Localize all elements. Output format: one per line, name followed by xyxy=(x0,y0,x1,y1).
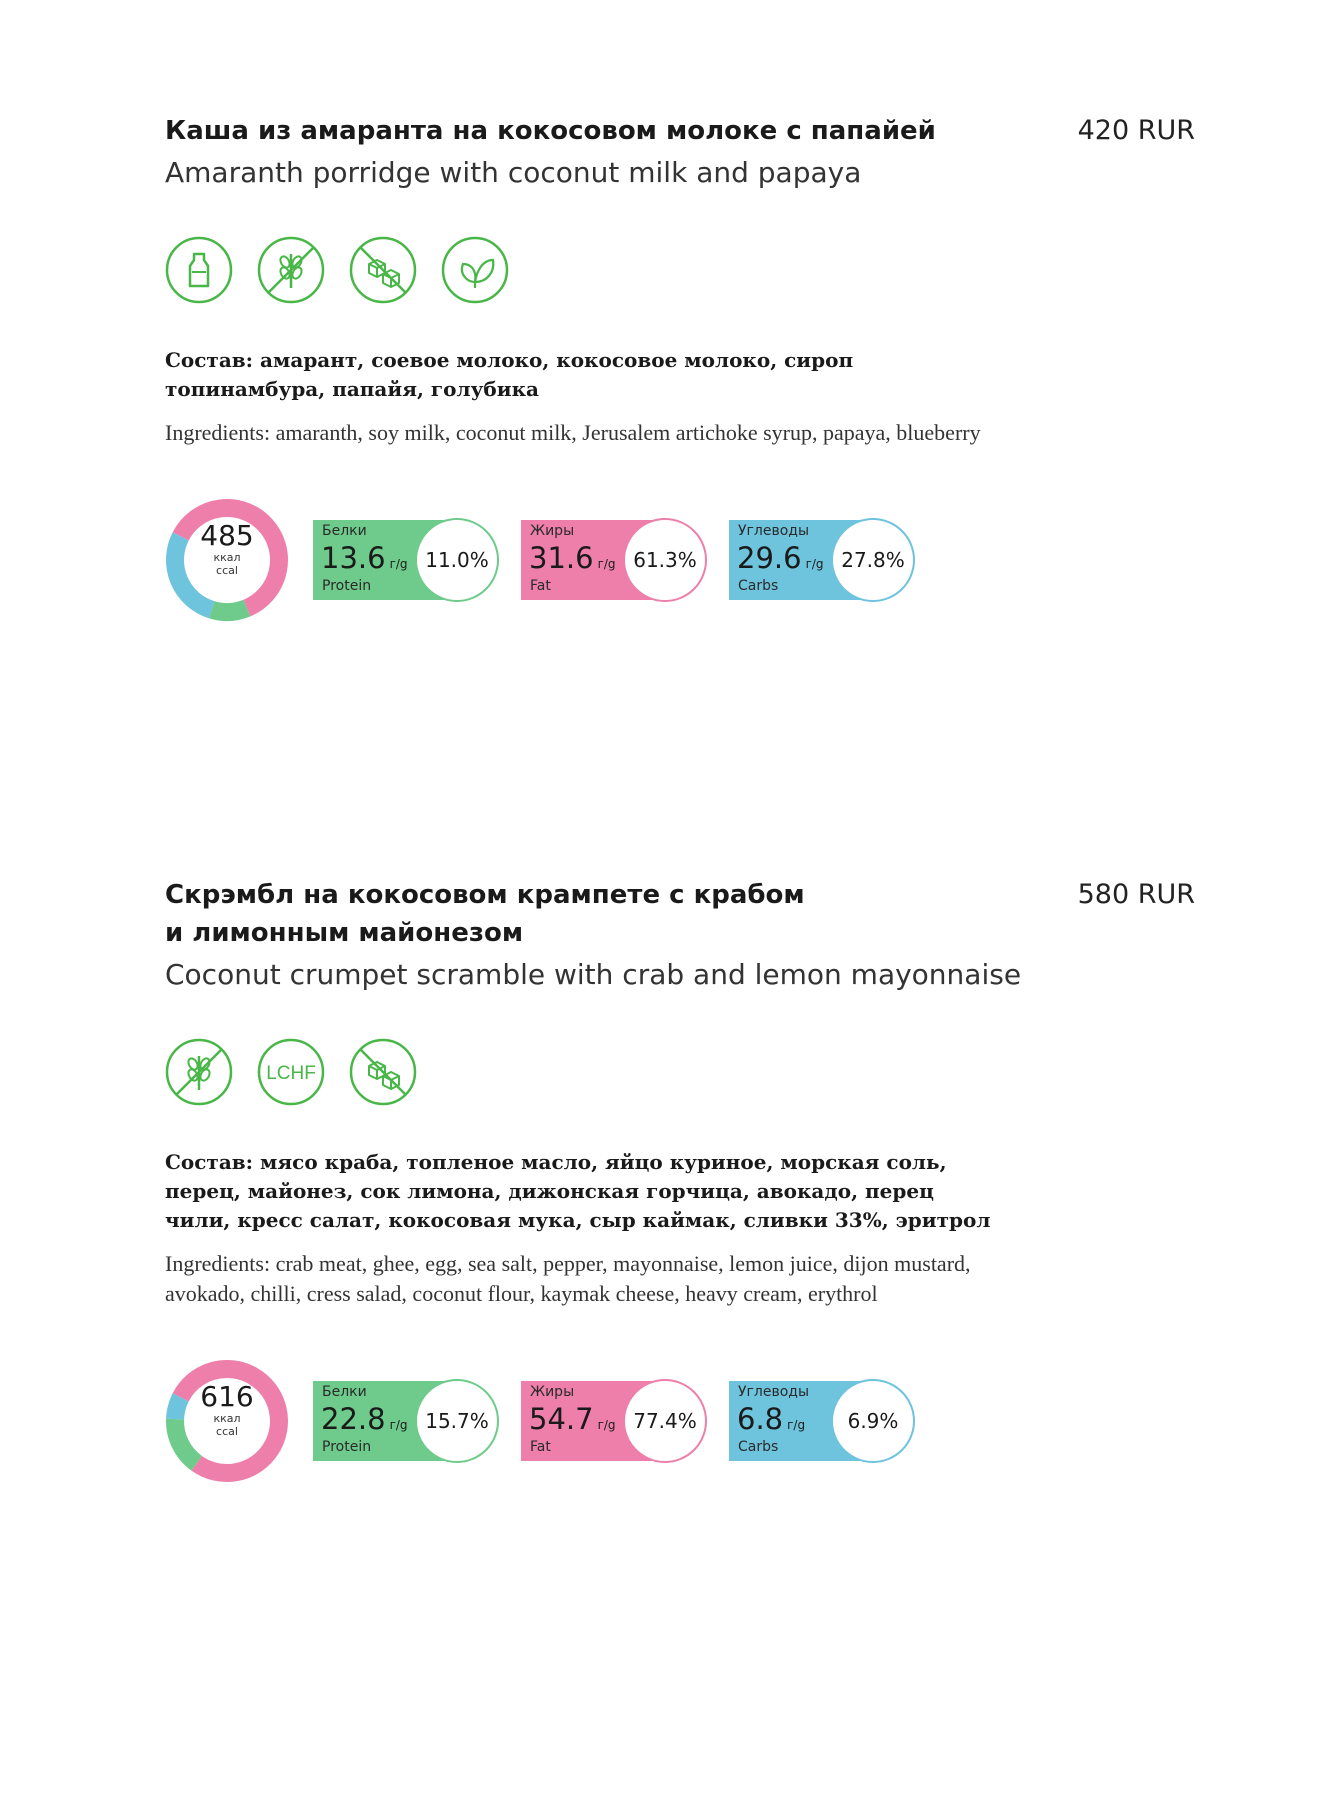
calorie-donut xyxy=(165,498,289,622)
price: 580 RUR xyxy=(1077,879,1195,910)
calorie-donut xyxy=(165,1359,289,1483)
protein-percent: 15.7% xyxy=(415,1379,499,1463)
kcal-unit-ru: ккал xyxy=(213,1412,241,1425)
protein-label-ru: Белки xyxy=(322,1384,367,1400)
ingredients-en: Ingredients: amaranth, soy milk, coconut milk, Jerusalem artichoke syrup, papaya, blueberry xyxy=(165,420,981,445)
dish-title-ru: Каша из амаранта на кокосовом молоке с папайей xyxy=(165,116,936,146)
sugar-free-icon xyxy=(349,236,417,304)
composition-ru: Состав: амарант, соевое молоко, кокосовое молоко, сироп топинамбура, папайя, голубика xyxy=(165,348,854,401)
dish-card xyxy=(165,112,1195,622)
carbs-unit: г/g xyxy=(787,1418,806,1432)
fat-label-ru: Жиры xyxy=(530,523,575,539)
carbs-badge xyxy=(729,1379,915,1463)
carbs-percent: 27.8% xyxy=(831,518,915,602)
vegan-icon xyxy=(441,236,509,304)
fat-unit: г/g xyxy=(597,1418,616,1432)
kcal-unit-en: ccal xyxy=(216,564,238,577)
protein-unit: г/g xyxy=(389,1418,408,1432)
nutrition-row xyxy=(165,498,1195,622)
carbs-value: 6.8 xyxy=(737,1402,784,1436)
dish-card xyxy=(165,876,1195,1483)
protein-badge xyxy=(313,518,499,602)
fat-badge xyxy=(521,1379,707,1463)
fat-label-ru: Жиры xyxy=(530,1384,575,1400)
diet-icons xyxy=(165,1038,1195,1106)
kcal-value: 616 xyxy=(200,1380,254,1413)
lactose-free-icon xyxy=(165,236,233,304)
nutrition-row xyxy=(165,1359,1195,1483)
carbs-label-en: Carbs xyxy=(738,578,779,594)
diet-icons xyxy=(165,236,1195,304)
protein-value: 13.6 xyxy=(321,541,386,575)
fat-badge xyxy=(521,518,707,602)
protein-value: 22.8 xyxy=(321,1402,386,1436)
composition-ru: Состав: мясо краба, топленое масло, яйцо куриное, морская соль, перец, майонез, сок лимона, дижонская горчица, авокадо, перец чили, кресс салат, кокосовая мука, сыр каймак, сливки 33%, эритрол xyxy=(165,1150,991,1232)
fat-value: 31.6 xyxy=(529,541,594,575)
protein-label-en: Protein xyxy=(322,578,372,594)
fat-percent: 77.4% xyxy=(623,1379,707,1463)
protein-badge xyxy=(313,1379,499,1463)
dish-title-en: Coconut crumpet scramble with crab and lemon mayonnaise xyxy=(165,958,1022,991)
ingredients-en: Ingredients: crab meat, ghee, egg, sea salt, pepper, mayonnaise, lemon juice, dijon mustard, avokado, chilli, cress salad, coconut flour, kaymak cheese, heavy cream, erythrol xyxy=(165,1251,971,1306)
sugar-free-icon xyxy=(349,1038,417,1106)
gluten-free-icon xyxy=(165,1038,233,1106)
lchf-icon xyxy=(257,1038,325,1106)
fat-label-en: Fat xyxy=(530,578,551,594)
carbs-percent: 6.9% xyxy=(831,1379,915,1463)
gluten-free-icon xyxy=(257,236,325,304)
lchf-text: LCHF xyxy=(266,1063,316,1084)
carbs-value: 29.6 xyxy=(737,541,802,575)
carbs-unit: г/g xyxy=(805,557,824,571)
carbs-badge xyxy=(729,518,915,602)
carbs-label-ru: Углеводы xyxy=(738,523,809,539)
protein-label-en: Protein xyxy=(322,1439,372,1455)
fat-label-en: Fat xyxy=(530,1439,551,1455)
kcal-unit-ru: ккал xyxy=(213,551,241,564)
fat-value: 54.7 xyxy=(529,1402,594,1436)
dish-title-ru-line2: и лимонным майонезом xyxy=(165,918,524,948)
kcal-value: 485 xyxy=(200,519,254,552)
protein-label-ru: Белки xyxy=(322,523,367,539)
protein-unit: г/g xyxy=(389,557,408,571)
protein-percent: 11.0% xyxy=(415,518,499,602)
dish-title-ru-line1: Скрэмбл на кокосовом крампете с крабом xyxy=(165,880,805,910)
dish-title-en: Amaranth porridge with coconut milk and papaya xyxy=(165,156,862,189)
fat-unit: г/g xyxy=(597,557,616,571)
kcal-unit-en: ccal xyxy=(216,1425,238,1438)
donut-segment-protein xyxy=(212,608,247,612)
price: 420 RUR xyxy=(1077,115,1195,146)
fat-percent: 61.3% xyxy=(623,518,707,602)
carbs-label-ru: Углеводы xyxy=(738,1384,809,1400)
carbs-label-en: Carbs xyxy=(738,1439,779,1455)
